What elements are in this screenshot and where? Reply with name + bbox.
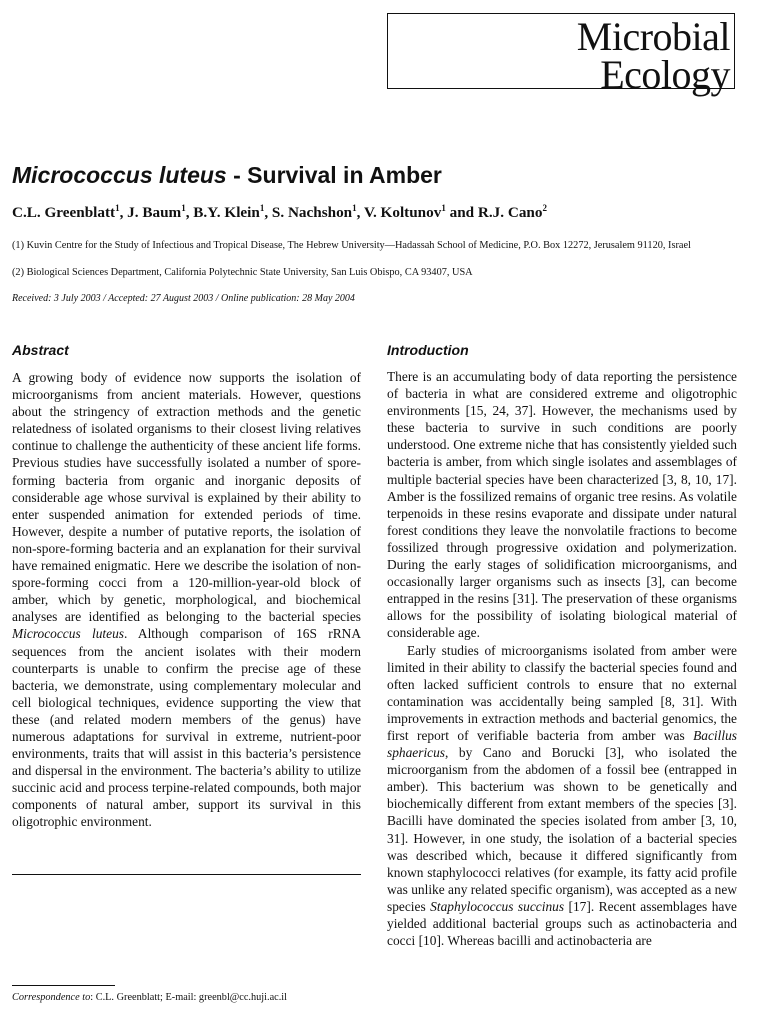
article-title-species: Micrococcus luteus <box>12 162 227 188</box>
author-name: B.Y. Klein <box>193 204 260 222</box>
author-separator: , <box>356 204 364 222</box>
author-name: J. Baum <box>127 204 182 222</box>
journal-name <box>576 14 730 97</box>
author-name: V. Koltunov <box>363 204 442 222</box>
correspondence-footnote <box>12 992 287 1003</box>
introduction-body <box>387 368 737 949</box>
received-dates: Received: 3 July 2003 / Accepted: 27 August 2003 / Online publication: 28 May 2004 <box>12 293 355 304</box>
journal-name-line1: Microbial <box>576 14 730 59</box>
introduction-paragraph-2: Early studies of microorganisms isolated from amber were limited in their ability to classify the bacterial species found and often lacked sufficient controls to ensure that no external contamination was accidentally being sampled [8, 31]. With improvements in extraction methods and bacterial genomics, the first report of verifiable bacteria from amber was Bacillus sphaericus, by Cano and Borucki [3], who isolated the microorganism from the abdomen of a fossil bee (entrapped in amber). This bacterium was shown to be genetically and biochemically different from extant members of the species [3]. Bacilli have dominated the species isolated from amber [3, 10, 31]. However, in one study, the isolation of a bacterial species was described which, because it differed significantly from known staphylococci relatives (for example, its fatty acid profile was unlike any related specific organism), was accepted as a new species Staphylococcus succinus [17]. Recent assemblages have yielded additional bacterial groups such as actinobacteria and cocci [10]. Whereas bacilli and actinobacteria are <box>387 642 737 949</box>
author-affiliation-mark: 2 <box>542 203 547 213</box>
correspondence-text: : C.L. Greenblatt; E-mail: greenbl@cc.huji.ac.il <box>90 992 288 1003</box>
author-affiliation-mark: 1 <box>115 203 120 213</box>
author-separator: , <box>119 204 128 222</box>
species-name: Staphylococcus succinus <box>430 898 565 914</box>
article-title <box>12 162 442 189</box>
footnote-divider <box>12 985 115 986</box>
species-name: Micrococcus luteus <box>12 626 124 642</box>
journal-name-line2: Ecology <box>600 52 730 97</box>
author-affiliation-mark: 1 <box>441 203 446 213</box>
author-separator: , <box>264 204 272 222</box>
affiliation-2: (2) Biological Sciences Department, California Polytechnic State University, San Luis Obispo, CA 93407, USA <box>12 267 473 278</box>
article-title-rest: - Survival in Amber <box>226 162 442 188</box>
author-name: R.J. Cano <box>477 204 543 222</box>
introduction-heading: Introduction <box>387 342 469 358</box>
author-list <box>12 203 547 222</box>
abstract-body <box>12 369 361 831</box>
abstract-paragraph: A growing body of evidence now supports the isolation of microorganisms from ancient materials. However, questions about the stringency of extraction methods and the genetic relatedness of isolated organisms to their closest living relatives continue to challenge the authenticity of these ancient life forms. Previous studies have successfully isolated a number of spore-forming bacteria from organic and inorganic deposits of considerable age whose survival is explained by their ability to enter suspended animation for extended periods of time. However, despite a number of putative reports, the isolation of non-spore-forming bacteria and an explanation for their survival have remained enigmatic. Here we describe the isolation of non-spore-forming cocci from a 120-million-year-old block of amber, which by genetic, morphological, and biochemical analyses are identified as belonging to the bacterial species Micrococcus luteus. Although comparison of 16S rRNA sequences from the ancient isolates with their modern counterparts is unable to confirm the precise age of these bacteria, we demonstrate, using complementary molecular and cell biological techniques, evidence supporting the view that these (and related modern members of the genus) have numerous adaptations for survival in extreme, nutrient-poor environments, traits that will assist in this bacteria’s persistence and dispersal in the environment. The bacteria’s ability to utilize succinic acid and process terpine-related compounds, both major components of natural amber, support its survival in this oligotrophic environment. <box>12 370 361 830</box>
introduction-paragraph-1: There is an accumulating body of data reporting the persistence of bacteria in what are considered extreme and oligotrophic environments [15, 24, 37]. However, the mechanisms used by these bacteria to survive in such conditions are poorly understood. One extreme niche that has consistently yielded such bacteria is amber, from which single isolates and assemblages of multiple bacterial species have been characterized [3, 8, 10, 17]. Amber is the fossilized remains of organic tree resins. As volatile terpenoids in these resins evaporate and dissipate under natural forest conditions they leave the nonvolatile fractions to become fossilized through progressive oxidation and polymerization. During the early stages of solidification microorganisms, and occasionally larger organisms such as insects [3], can become entrapped in the resins [31]. The preservation of these organisms allows for the possibility of isolating biological material of considerable age. <box>387 369 737 641</box>
author-name: C.L. Greenblatt <box>12 204 116 222</box>
affiliation-1: (1) Kuvin Centre for the Study of Infectious and Tropical Disease, The Hebrew University—Hadassah School of Medicine, P.O. Box 12272, Jerusalem 91120, Israel <box>12 240 691 251</box>
author-separator: , <box>185 204 194 222</box>
journal-logo-box <box>387 13 735 97</box>
author-affiliation-mark: 1 <box>259 203 265 213</box>
author-affiliation-mark: 1 <box>181 203 186 213</box>
correspondence-label: Correspondence to <box>12 992 91 1003</box>
author-affiliation-mark: 1 <box>352 203 357 213</box>
species-name: Bacillus sphaericus <box>387 727 737 761</box>
author-separator: and <box>445 204 478 222</box>
abstract-heading: Abstract <box>12 342 69 358</box>
abstract-divider <box>12 874 361 875</box>
author-name: S. Nachshon <box>271 204 353 222</box>
